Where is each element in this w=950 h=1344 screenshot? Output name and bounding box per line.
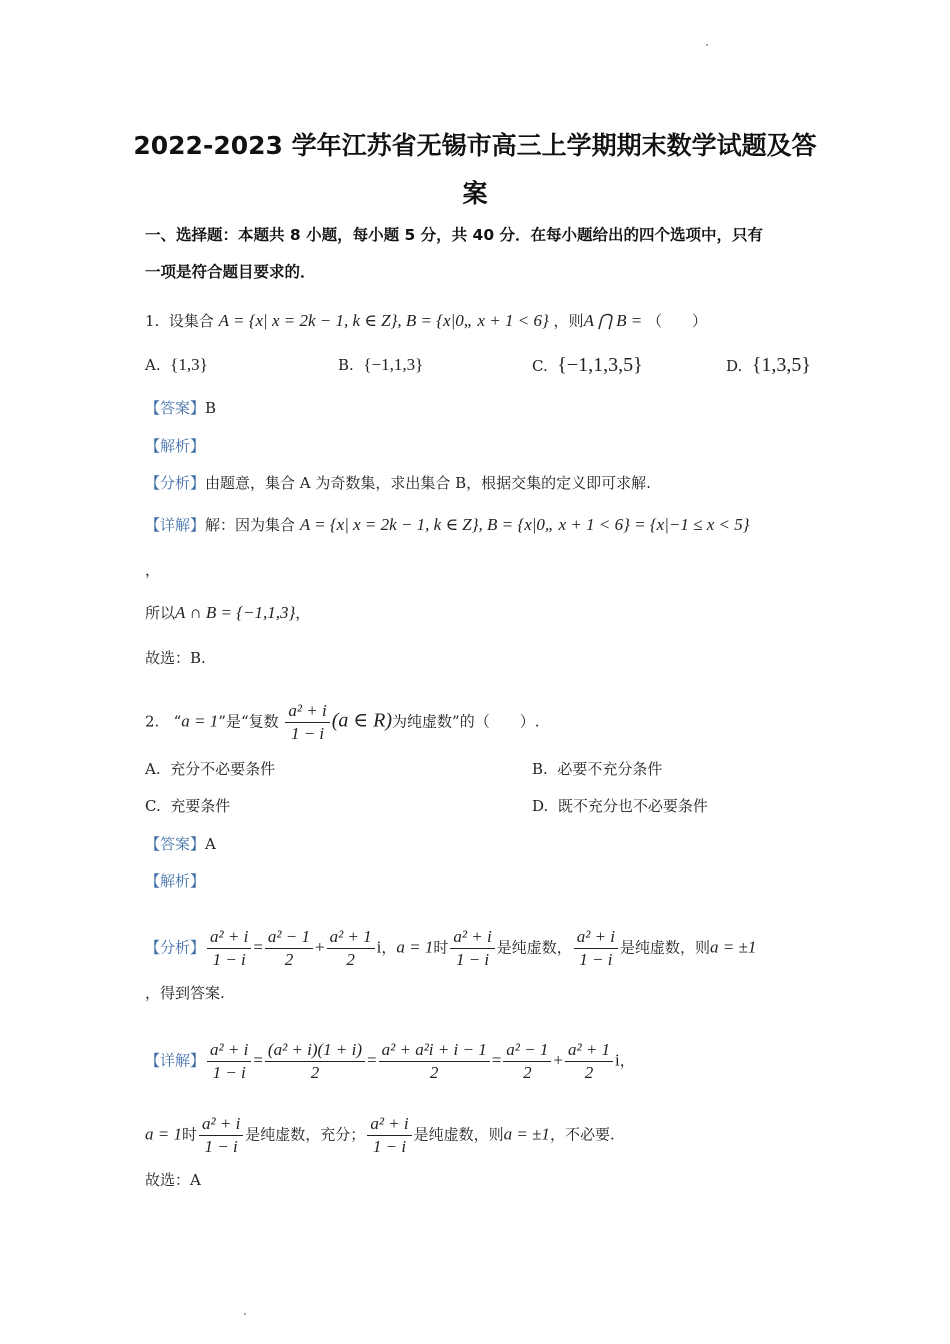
section-header-cont: 一项是符合题目要求的．	[145, 263, 316, 281]
detail-1-comma: ，	[145, 561, 161, 579]
option-a: A. {1,3}	[145, 355, 208, 374]
detail-1: 【详解】解：因为集合 A = {x| x = 2k − 1, k ∈ Z}, B = {x|0„ x + 1 < 6} = {x|−1 ≤ x < 5}	[145, 515, 750, 534]
option-a: A. 充分不必要条件	[145, 760, 276, 778]
detail-2: 【详解】 $\frac{\text{a² + i}}{1 - i}$ = $\frac{\text{(a² + i)(1 + i)}}{2}$ = $\frac{\text{a² + a²i + i − 1}}{2}$ = $\frac{\text{a² − 1}}{2}$ + $\frac{\text{a² + 1}}{2}$ i，	[145, 1040, 635, 1082]
choose-2: 故选：A	[145, 1171, 201, 1189]
option-c: C. 充要条件	[145, 797, 231, 815]
option-b: B. 必要不充分条件	[532, 760, 663, 778]
scan-dot	[706, 44, 708, 46]
answer-2: 【答案】A	[145, 835, 216, 853]
choose-1: 故选：B.	[145, 649, 206, 667]
question-2: 2. “a = 1”是“复数 $\frac{\text{a² + i}}{1 - i}$ (a ∈ R)为纯虚数”的（ ）.	[145, 701, 540, 743]
option-d: D. {1,3,5}	[726, 354, 812, 376]
set-b-expression: , B = {x|0„ x + 1 < 6}	[397, 311, 549, 330]
analysis-2-cont: ，得到答案.	[145, 984, 225, 1002]
set-a-expression: A = {x| x = 2k − 1, k ∈ Z}	[218, 311, 398, 330]
option-b: B. {−1,1,3}	[338, 355, 424, 374]
document-title: 2022-2023 学年江苏省无锡市高三上学期期末数学试题及答	[133, 131, 817, 160]
detail-2-cont: a = 1时 $\frac{\text{a² + i}}{1 - i}$ 是纯虚数，充分； $\frac{\text{a² + i}}{1 - i}$ 是纯虚数，则a = ±1，不必要.	[145, 1114, 615, 1156]
analysis-label-2: 【解析】	[145, 872, 206, 890]
option-d: D. 既不充分也不必要条件	[532, 797, 708, 815]
detail-1-result: 所以A ∩ B = {−1,1,3}，	[145, 603, 311, 622]
scan-dot	[244, 1313, 246, 1315]
fraction: $\frac{\text{a² + i}}{1 - i}$	[285, 702, 329, 743]
answer-1: 【答案】B	[145, 399, 217, 417]
option-c: C. {−1,1,3,5}	[532, 354, 643, 376]
analysis-1: 【分析】由题意，集合 A 为奇数集，求出集合 B，根据交集的定义即可求解.	[145, 474, 651, 492]
question-1: 1. 设集合 A = {x| x = 2k − 1, k ∈ Z}, B = {x|0„ x + 1 < 6} ，则A ⋂ B = （ ）	[145, 311, 707, 330]
analysis-label-1: 【解析】	[145, 437, 206, 455]
analysis-2: 【分析】 $\frac{\text{a² + i}}{1 - i}$ = $\frac{\text{a² − 1}}{2}$ + $\frac{\text{a² + 1}}{2}$ i，a = 1时 $\frac{\text{a² + i}}{1 - i}$ 是纯虚数， $\frac{\text{a² + i}}{1 - i}$ 是纯虚数，则a = ±1	[145, 927, 757, 969]
section-header: 一、选择题：本题共 8 小题，每小题 5 分，共 40 分．在每小题给出的四个选项中，只有	[145, 226, 764, 244]
document-title-cont: 案	[462, 179, 488, 208]
